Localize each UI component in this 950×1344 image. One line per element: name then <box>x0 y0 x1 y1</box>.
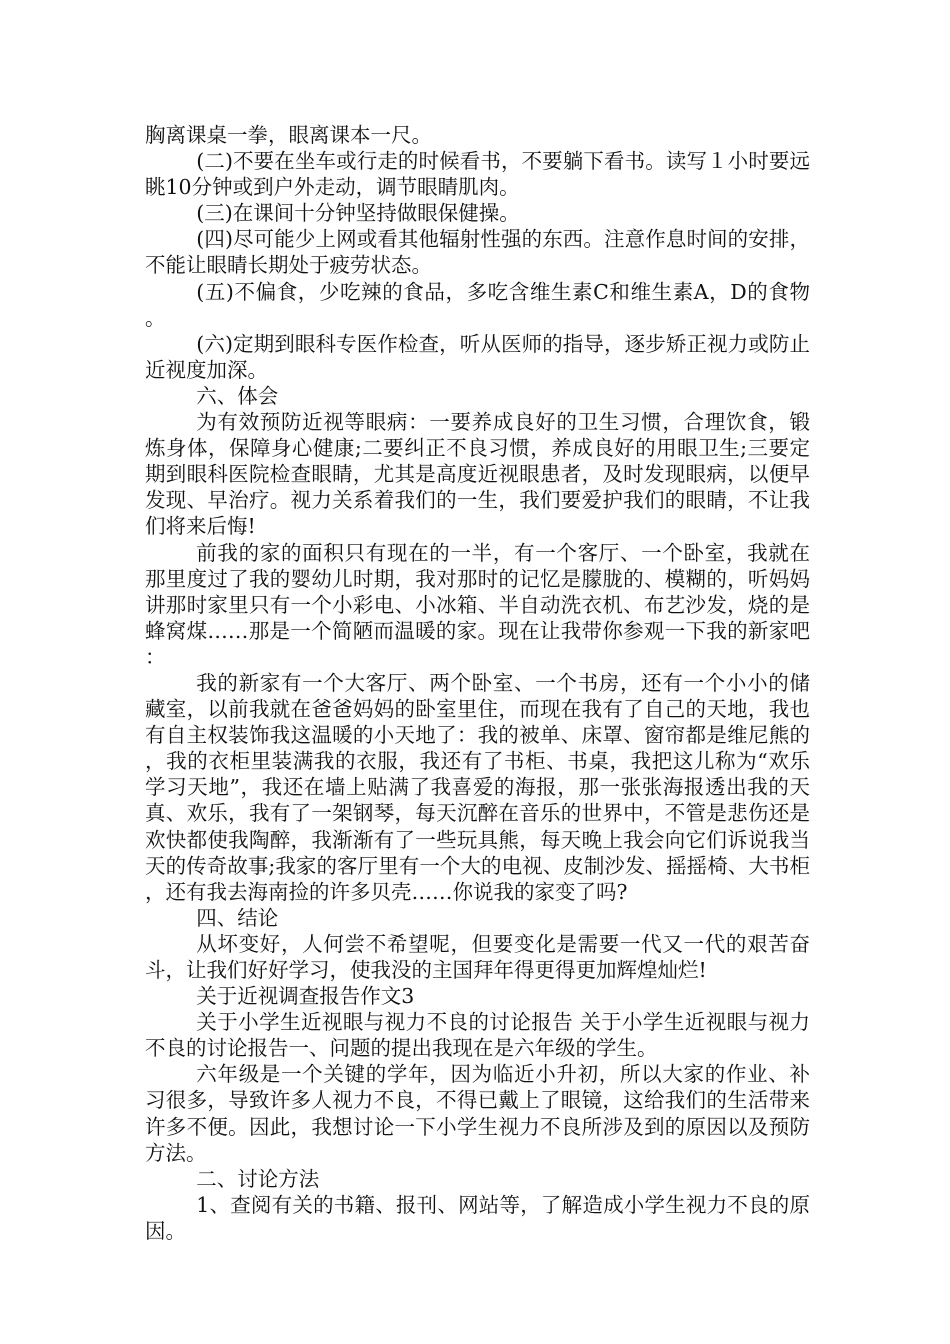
paragraph: (六)定期到眼科专医作检查，听从医师的指导，逐步矫正视力或防止近视度加深。 <box>145 331 810 382</box>
section-heading: 二、讨论方法 <box>196 1166 320 1191</box>
paragraph: 为有效预防近视等眼病：一要养成良好的卫生习惯，合理饮食，锻炼身体，保障身心健康;二要纠正不良习惯，养成良好的用眼卫生;三要定期到眼科医院检查眼睛，尤其是高度近视眼患者，及时发现眼病，以便早发现、早治疗。视力关系着我们的一生，我们要爱护我们的眼睛，不让我们将来后悔! <box>145 410 810 539</box>
essay-title: 关于近视调查报告作文3 <box>196 984 415 1009</box>
paragraph: (五)不偏食，少吃辣的食品，多吃含维生素C和维生素A，D的食物。 <box>145 279 810 330</box>
paragraph: 前我的家的面积只有现在的一半，有一个客厅、一个卧室，我就在那里度过了我的婴幼儿时期，我对那时的记忆是朦胧的、模糊的，听妈妈讲那时家里只有一个小彩电、小冰箱、半自动洗衣机、布艺沙发，烧的是蜂窝煤……那是一个简陋而温暖的家。现在让我带你参观一下我的新家吧： <box>145 540 810 669</box>
paragraph: 胸离课桌一拳，眼离课本一尺。 <box>145 123 432 147</box>
paragraph: (四)尽可能少上网或看其他辐射性强的东西。注意作息时间的安排，不能让眼睛长期处于疲劳状态。 <box>145 227 810 278</box>
paragraph: 关于小学生近视眼与视力不良的讨论报告 关于小学生近视眼与视力不良的讨论报告一、问题的提出我现在是六年级的学生。 <box>145 1010 810 1061</box>
paragraph: (三)在课间十分钟坚持做眼保健操。 <box>196 201 520 226</box>
paragraph: 我的新家有一个大客厅、两个卧室、一个书房，还有一个小小的储藏室，以前我就在爸爸妈妈的卧室里住，而现在我有了自己的天地，我也有自主权装饰我这温暖的小天地了：我的被单、床罩、窗帘都是维尼熊的，我的衣柜里装满我的衣服，我还有了书柜、书桌，我把这儿称为“欢乐学习天地”，我还在墙上贴满了我喜爱的海报，那一张张海报透出我的天真、欢乐，我有了一架钢琴，每天沉醉在音乐的世界中，不管是悲伤还是欢快都使我陶醉，我渐渐有了一些玩具熊，每天晚上我会向它们诉说我当天的传奇故事;我家的客厅里有一个大的电视、皮制沙发、摇摇椅、大书柜，还有我去海南捡的许多贝壳……你说我的家变了吗? <box>145 670 810 904</box>
section-heading: 四、结论 <box>196 905 279 930</box>
paragraph: 六年级是一个关键的学年，因为临近小升初，所以大家的作业、补习很多，导致许多人视力不良，不得已戴上了眼镜，这给我们的生活带来许多不便。因此，我想讨论一下小学生视力不良所涉及到的原因以及预防方法。 <box>145 1062 810 1165</box>
paragraph: (二)不要在坐车或行走的时候看书，不要躺下看书。读写１小时要远眺10分钟或到户外走动，调节眼睛肌肉。 <box>145 149 810 200</box>
section-heading: 六、体会 <box>196 383 279 408</box>
paragraph: 1、查阅有关的书籍、报刊、网站等，了解造成小学生视力不良的原因。 <box>145 1192 810 1243</box>
paragraph: 从坏变好，人何尝不希望呢，但要变化是需要一代又一代的艰苦奋斗，让我们好好学习，使我没的主国拜年得更得更加辉煌灿烂! <box>145 931 810 982</box>
document-body <box>145 122 810 1244</box>
